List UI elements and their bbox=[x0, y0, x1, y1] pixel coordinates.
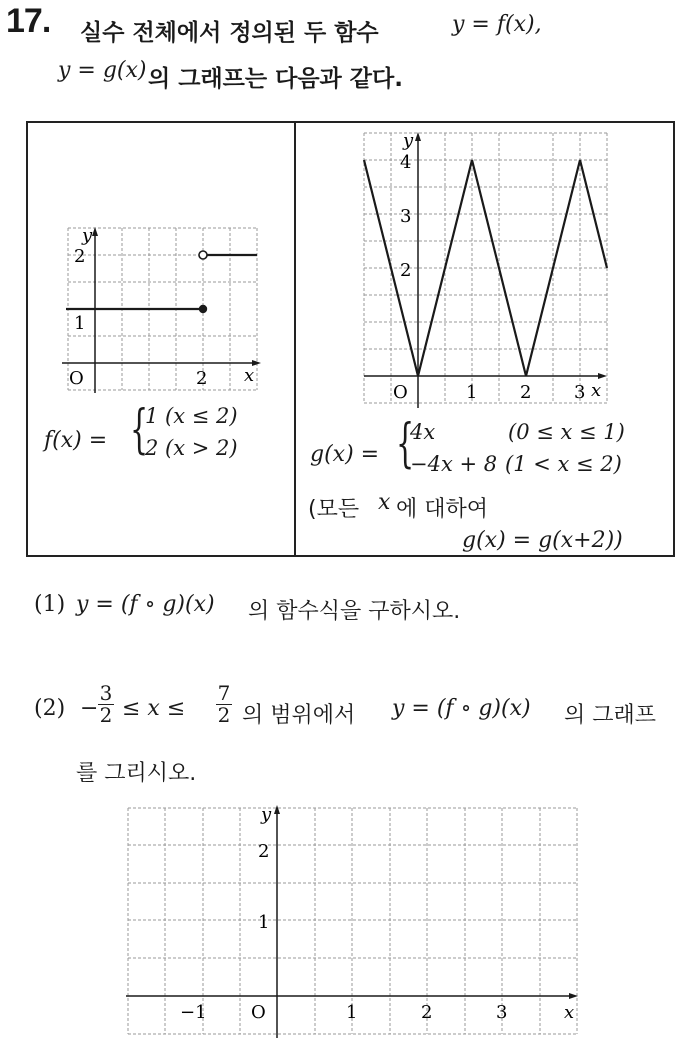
f-y-axis-label: y bbox=[82, 225, 93, 246]
g-x-tick-3: 3 bbox=[574, 382, 586, 403]
g-x-tick-1: 1 bbox=[466, 382, 478, 403]
blank-origin-label: O bbox=[251, 1002, 266, 1023]
g-note-equation: g(x) = g(x+2)) bbox=[462, 528, 623, 553]
f-def-case1: 1 (x ≤ 2) bbox=[145, 404, 238, 428]
part1-text: 의 함수식을 구하시오. bbox=[248, 599, 461, 624]
part2-inequality: ≤ x ≤ bbox=[122, 696, 186, 721]
blank-x-tick-1: 1 bbox=[346, 1002, 358, 1023]
graph-g bbox=[355, 128, 610, 413]
g-y-tick-2: 2 bbox=[400, 260, 412, 281]
part2-text2: 의 그래프 bbox=[564, 703, 657, 728]
f-origin-label: O bbox=[69, 368, 84, 389]
f-closed-point bbox=[199, 305, 207, 313]
part1-label: (1) bbox=[34, 592, 66, 617]
f-open-point bbox=[199, 251, 207, 259]
graph-f bbox=[60, 225, 265, 395]
g-def-brace: { bbox=[396, 414, 415, 474]
part2-label: (2) bbox=[34, 696, 66, 721]
g-note-open: (모든 bbox=[308, 497, 360, 522]
f-x-tick-2: 2 bbox=[196, 368, 208, 389]
part1-math: y = (f ∘ g)(x) bbox=[76, 592, 215, 617]
part2-frac2-num: 7 bbox=[217, 681, 231, 705]
problem-math-fx: y = f(x), bbox=[452, 12, 542, 37]
frame-divider bbox=[294, 121, 296, 557]
g-y-tick-4: 4 bbox=[400, 152, 412, 173]
g-y-tick-3: 3 bbox=[400, 206, 412, 227]
blank-x-tick-neg1: −1 bbox=[180, 1002, 207, 1023]
g-origin-label: O bbox=[393, 382, 408, 403]
problem-text-line1: 실수 전체에서 정의된 두 함수 bbox=[80, 20, 379, 46]
f-def-lhs: f(x) = bbox=[44, 428, 108, 453]
part2-line2: 를 그리시오. bbox=[76, 761, 197, 786]
problem-math-gx: y = g(x) bbox=[58, 58, 147, 83]
g-x-axis-label: x bbox=[591, 380, 602, 401]
f-x-axis-label: x bbox=[244, 365, 255, 386]
f-def-case2: 2 (x > 2) bbox=[145, 436, 238, 460]
blank-y-tick-2: 2 bbox=[258, 841, 270, 862]
problem-number: 17. bbox=[6, 2, 51, 40]
g-def-case2-expr: −4x + 8 bbox=[410, 452, 498, 476]
f-y-tick-1: 1 bbox=[74, 313, 86, 334]
part2-frac2-den: 2 bbox=[217, 703, 231, 727]
g-def-lhs: g(x) = bbox=[310, 442, 380, 467]
blank-x-tick-3: 3 bbox=[496, 1002, 508, 1023]
part2-math: y = (f ∘ g)(x) bbox=[392, 696, 531, 721]
g-note-rest: 에 대하여 bbox=[396, 497, 489, 522]
g-y-axis-label: y bbox=[403, 130, 414, 151]
problem-text-line2: 의 그래프는 다음과 같다. bbox=[148, 66, 403, 92]
blank-x-tick-2: 2 bbox=[421, 1002, 433, 1023]
part2-minus: − bbox=[80, 696, 99, 721]
f-def-brace: { bbox=[130, 400, 149, 460]
part2-frac1-num: 3 bbox=[99, 681, 113, 705]
g-def-case1-expr: 4x bbox=[410, 420, 436, 444]
f-y-tick-2: 2 bbox=[74, 246, 86, 267]
part2-frac1-den: 2 bbox=[99, 703, 113, 727]
blank-y-tick-1: 1 bbox=[258, 912, 270, 933]
part2-text1: 의 범위에서 bbox=[242, 703, 356, 728]
blank-y-axis-label: y bbox=[261, 804, 272, 825]
part2-frac2 bbox=[216, 683, 232, 726]
g-def-case2-cond: (1 < x ≤ 2) bbox=[505, 452, 622, 476]
g-note-x: x bbox=[378, 490, 391, 515]
part2-frac1 bbox=[98, 683, 114, 726]
answer-grid bbox=[120, 800, 585, 1040]
g-x-tick-2: 2 bbox=[520, 382, 532, 403]
g-def-case1-cond: (0 ≤ x ≤ 1) bbox=[508, 420, 625, 444]
blank-x-axis-label: x bbox=[564, 1002, 575, 1023]
